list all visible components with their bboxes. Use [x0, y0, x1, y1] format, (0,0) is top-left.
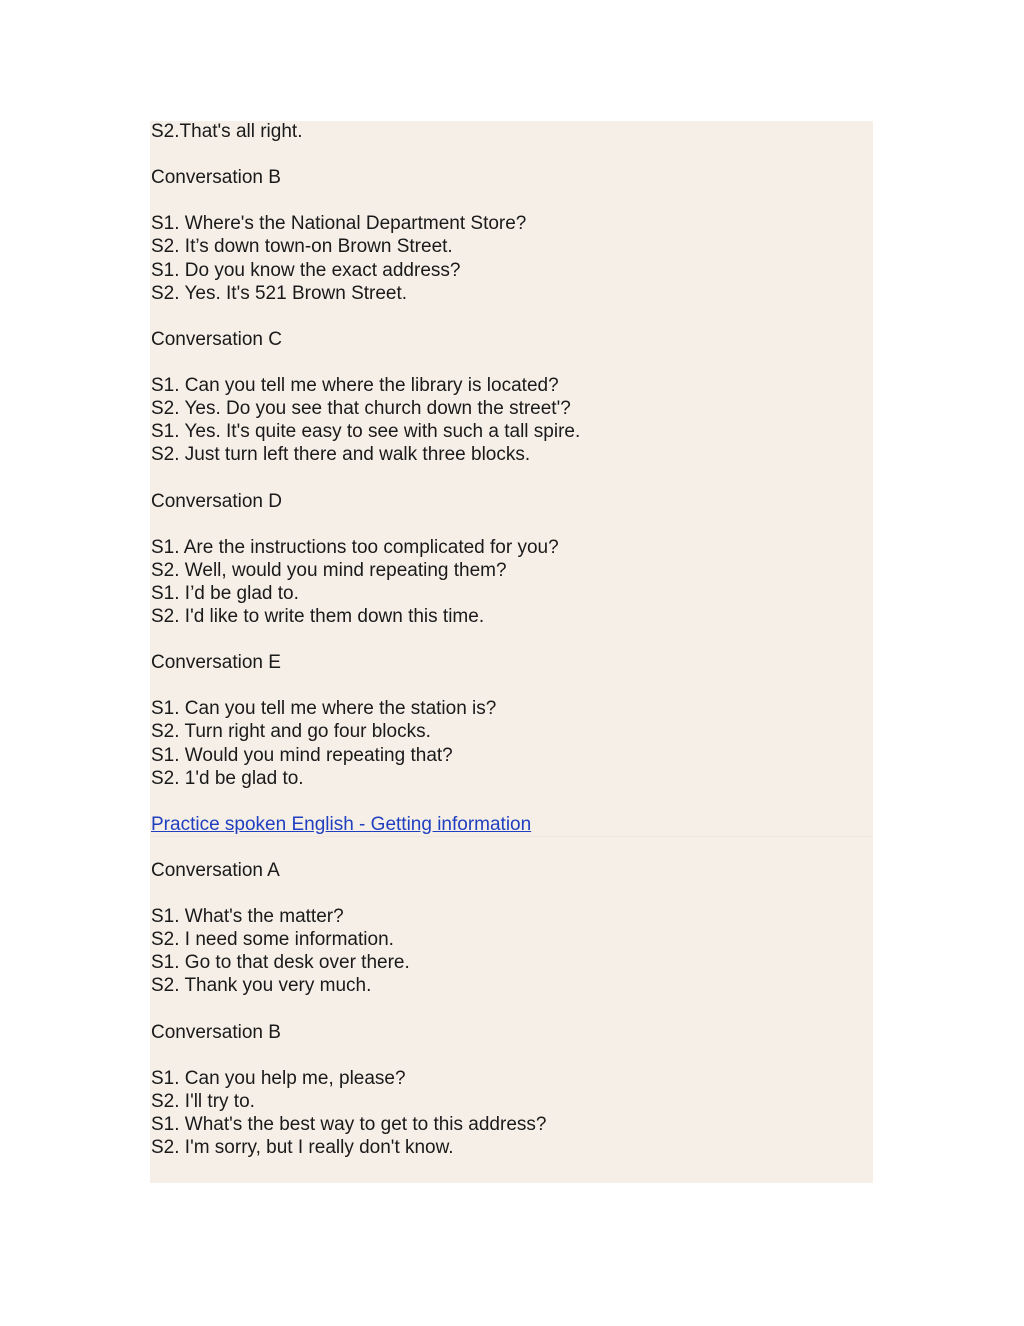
dialogue-line: S2. Well, would you mind repeating them?	[151, 559, 507, 581]
dialogue-line: S1. Would you mind repeating that?	[151, 744, 453, 766]
dialogue-line: S2. Just turn left there and walk three blocks.	[151, 444, 531, 466]
dialogue-line: S2. Yes. It's 521 Brown Street.	[151, 282, 408, 304]
dialogue-line: S2. It’s down town-on Brown Street.	[151, 236, 453, 258]
dialogue-line: S2. 1'd be glad to.	[151, 767, 304, 789]
dialogue-line: S2. Yes. Do you see that church down the street'?	[151, 398, 571, 420]
dialogue-line: S1. Can you help me, please?	[151, 1067, 406, 1089]
conversation-heading: Conversation E	[151, 652, 281, 674]
conversation-heading: Conversation B	[151, 167, 281, 189]
dialogue-line: S2. I'd like to write them down this time.	[151, 605, 485, 627]
dialogue-line: S1. I’d be glad to.	[151, 582, 299, 604]
getting-information-link[interactable]: Practice spoken English - Getting information	[151, 813, 532, 835]
conversation-heading: Conversation B	[151, 1021, 281, 1043]
dialogue-line: S1. Do you know the exact address?	[151, 259, 461, 281]
dialogue-line: S2. Turn right and go four blocks.	[151, 721, 431, 743]
conversation-heading: Conversation C	[151, 328, 282, 350]
conversation-heading: Conversation A	[151, 860, 280, 881]
dialogue-line: S2. I'm sorry, but I really don't know.	[151, 1137, 454, 1159]
dialogue-line: S1. Yes. It's quite easy to see with such a tall spire.	[151, 421, 581, 443]
dialogue-line: S1. Can you tell me where the library is located?	[151, 375, 559, 397]
intro-line: S2.That's all right.	[151, 121, 303, 142]
dialogue-line: S2. I need some information.	[151, 929, 394, 951]
dialogue-line: S2. Thank you very much.	[151, 975, 372, 997]
dialogue-line: S1. What's the matter?	[151, 906, 344, 928]
conversation-heading: Conversation D	[151, 490, 282, 512]
dialogue-line: S1. Can you tell me where the station is?	[151, 698, 497, 720]
document-content	[151, 120, 866, 1159]
dialogue-line: S1. Go to that desk over there.	[151, 952, 410, 974]
dialogue-line: S2. I'll try to.	[151, 1090, 255, 1112]
dialogue-line: S1. Where's the National Department Store?	[151, 213, 527, 235]
dialogue-line: S1. What's the best way to get to this address?	[151, 1114, 547, 1136]
dialogue-line: S1. Are the instructions too complicated for you?	[151, 536, 559, 558]
